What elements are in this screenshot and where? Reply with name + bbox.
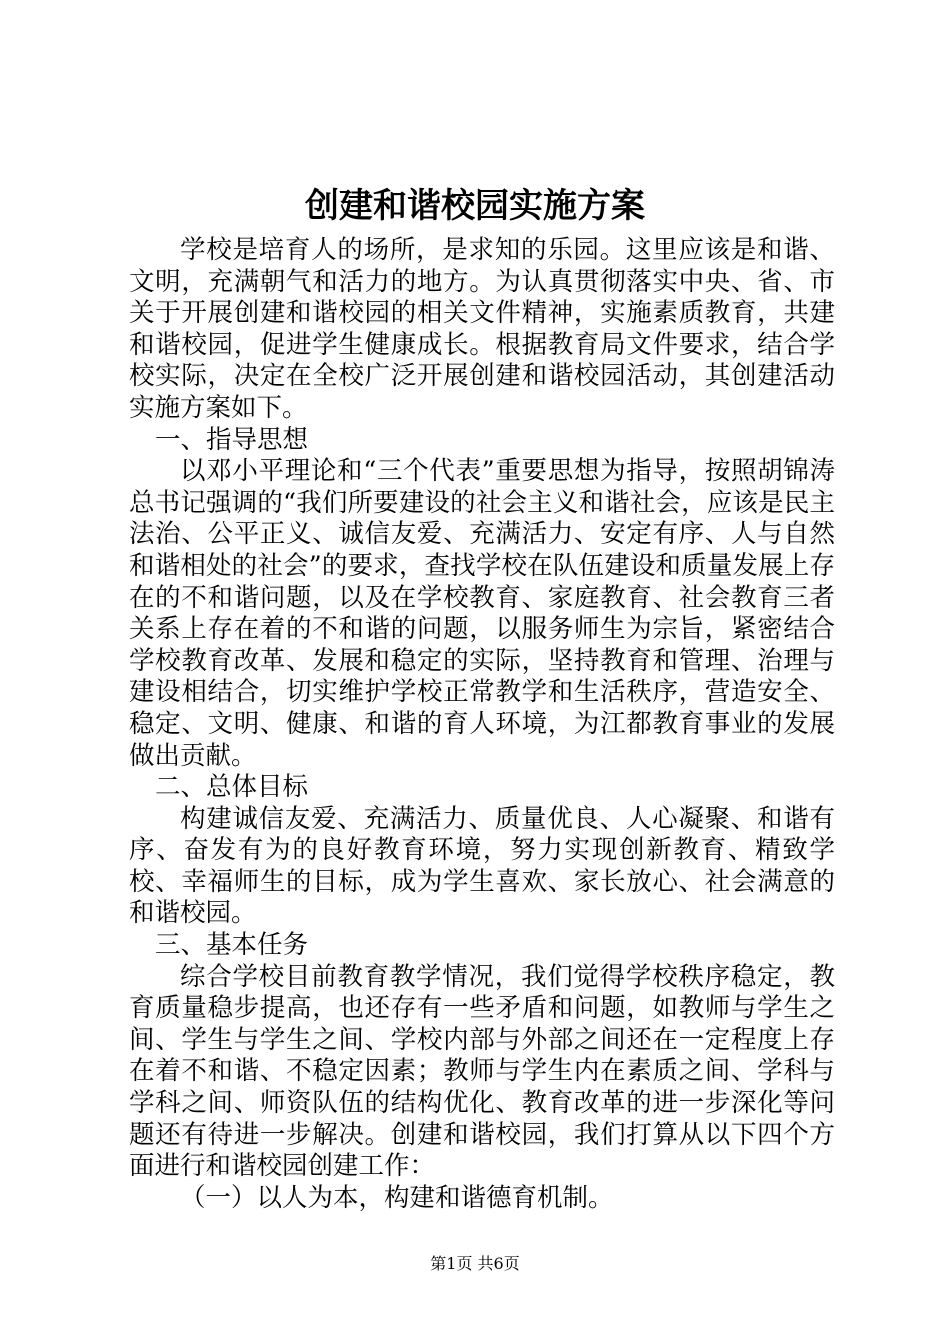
section-heading-basic-tasks: 三、基本任务 xyxy=(155,930,309,961)
subsection-heading-moral-education: （一）以人为本，构建和谐德育机制。 xyxy=(180,1182,614,1213)
document-title: 创建和谐校园实施方案 xyxy=(305,186,645,226)
basic-tasks-paragraph: 综合学校目前教育教学情况，我们觉得学校秩序稳定，教育质量稳步提高，也还存有一些矛盾和问题，如教师与学生之间、学生与学生之间、学校内部与外部之间还在一定程度上存在着不和谐、不稳定因素；教师与学生内在素质之间、学科与学科之间、师资队伍的结构优化、教育改革的进一步深化等问题还有待进一步解决。创建和谐校园，我们打算从以下四个方面进行和谐校园创建工作： xyxy=(129,961,835,1182)
overall-goal-paragraph: 构建诚信友爱、充满活力、质量优良、人心凝聚、和谐有序、奋发有为的良好教育环境，努力实现创新教育、精致学校、幸福师生的目标，成为学生喜欢、家长放心、社会满意的和谐校园。 xyxy=(129,803,835,929)
page-footer: 第1页 共6页 xyxy=(430,1254,520,1273)
section-heading-overall-goal: 二、总体目标 xyxy=(155,772,309,803)
section-heading-guiding-ideology: 一、指导思想 xyxy=(155,424,309,455)
document-body xyxy=(129,235,835,1214)
guiding-ideology-paragraph: 以邓小平理论和“三个代表”重要思想为指导，按照胡锦涛总书记强调的“我们所要建设的社会主义和谐社会，应该是民主法治、公平正义、诚信友爱、充满活力、安定有序、人与自然和谐相处的社会”的要求，查找学校在队伍建设和质量发展上存在的不和谐问题，以及在学校教育、家庭教育、社会教育三者关系上存在着的不和谐的问题，以服务师生为宗旨，紧密结合学校教育改革、发展和稳定的实际，坚持教育和管理、治理与建设相结合，切实维护学校正常教学和生活秩序，营造安全、稳定、文明、健康、和谐的育人环境，为江都教育事业的发展做出贡献。 xyxy=(129,456,835,771)
intro-paragraph: 学校是培育人的场所，是求知的乐园。这里应该是和谐、文明，充满朝气和活力的地方。为认真贯彻落实中央、省、市关于开展创建和谐校园的相关文件精神，实施素质教育，共建和谐校园，促进学生健康成长。根据教育局文件要求，结合学校实际，决定在全校广泛开展创建和谐校园活动，其创建活动实施方案如下。 xyxy=(129,235,835,423)
